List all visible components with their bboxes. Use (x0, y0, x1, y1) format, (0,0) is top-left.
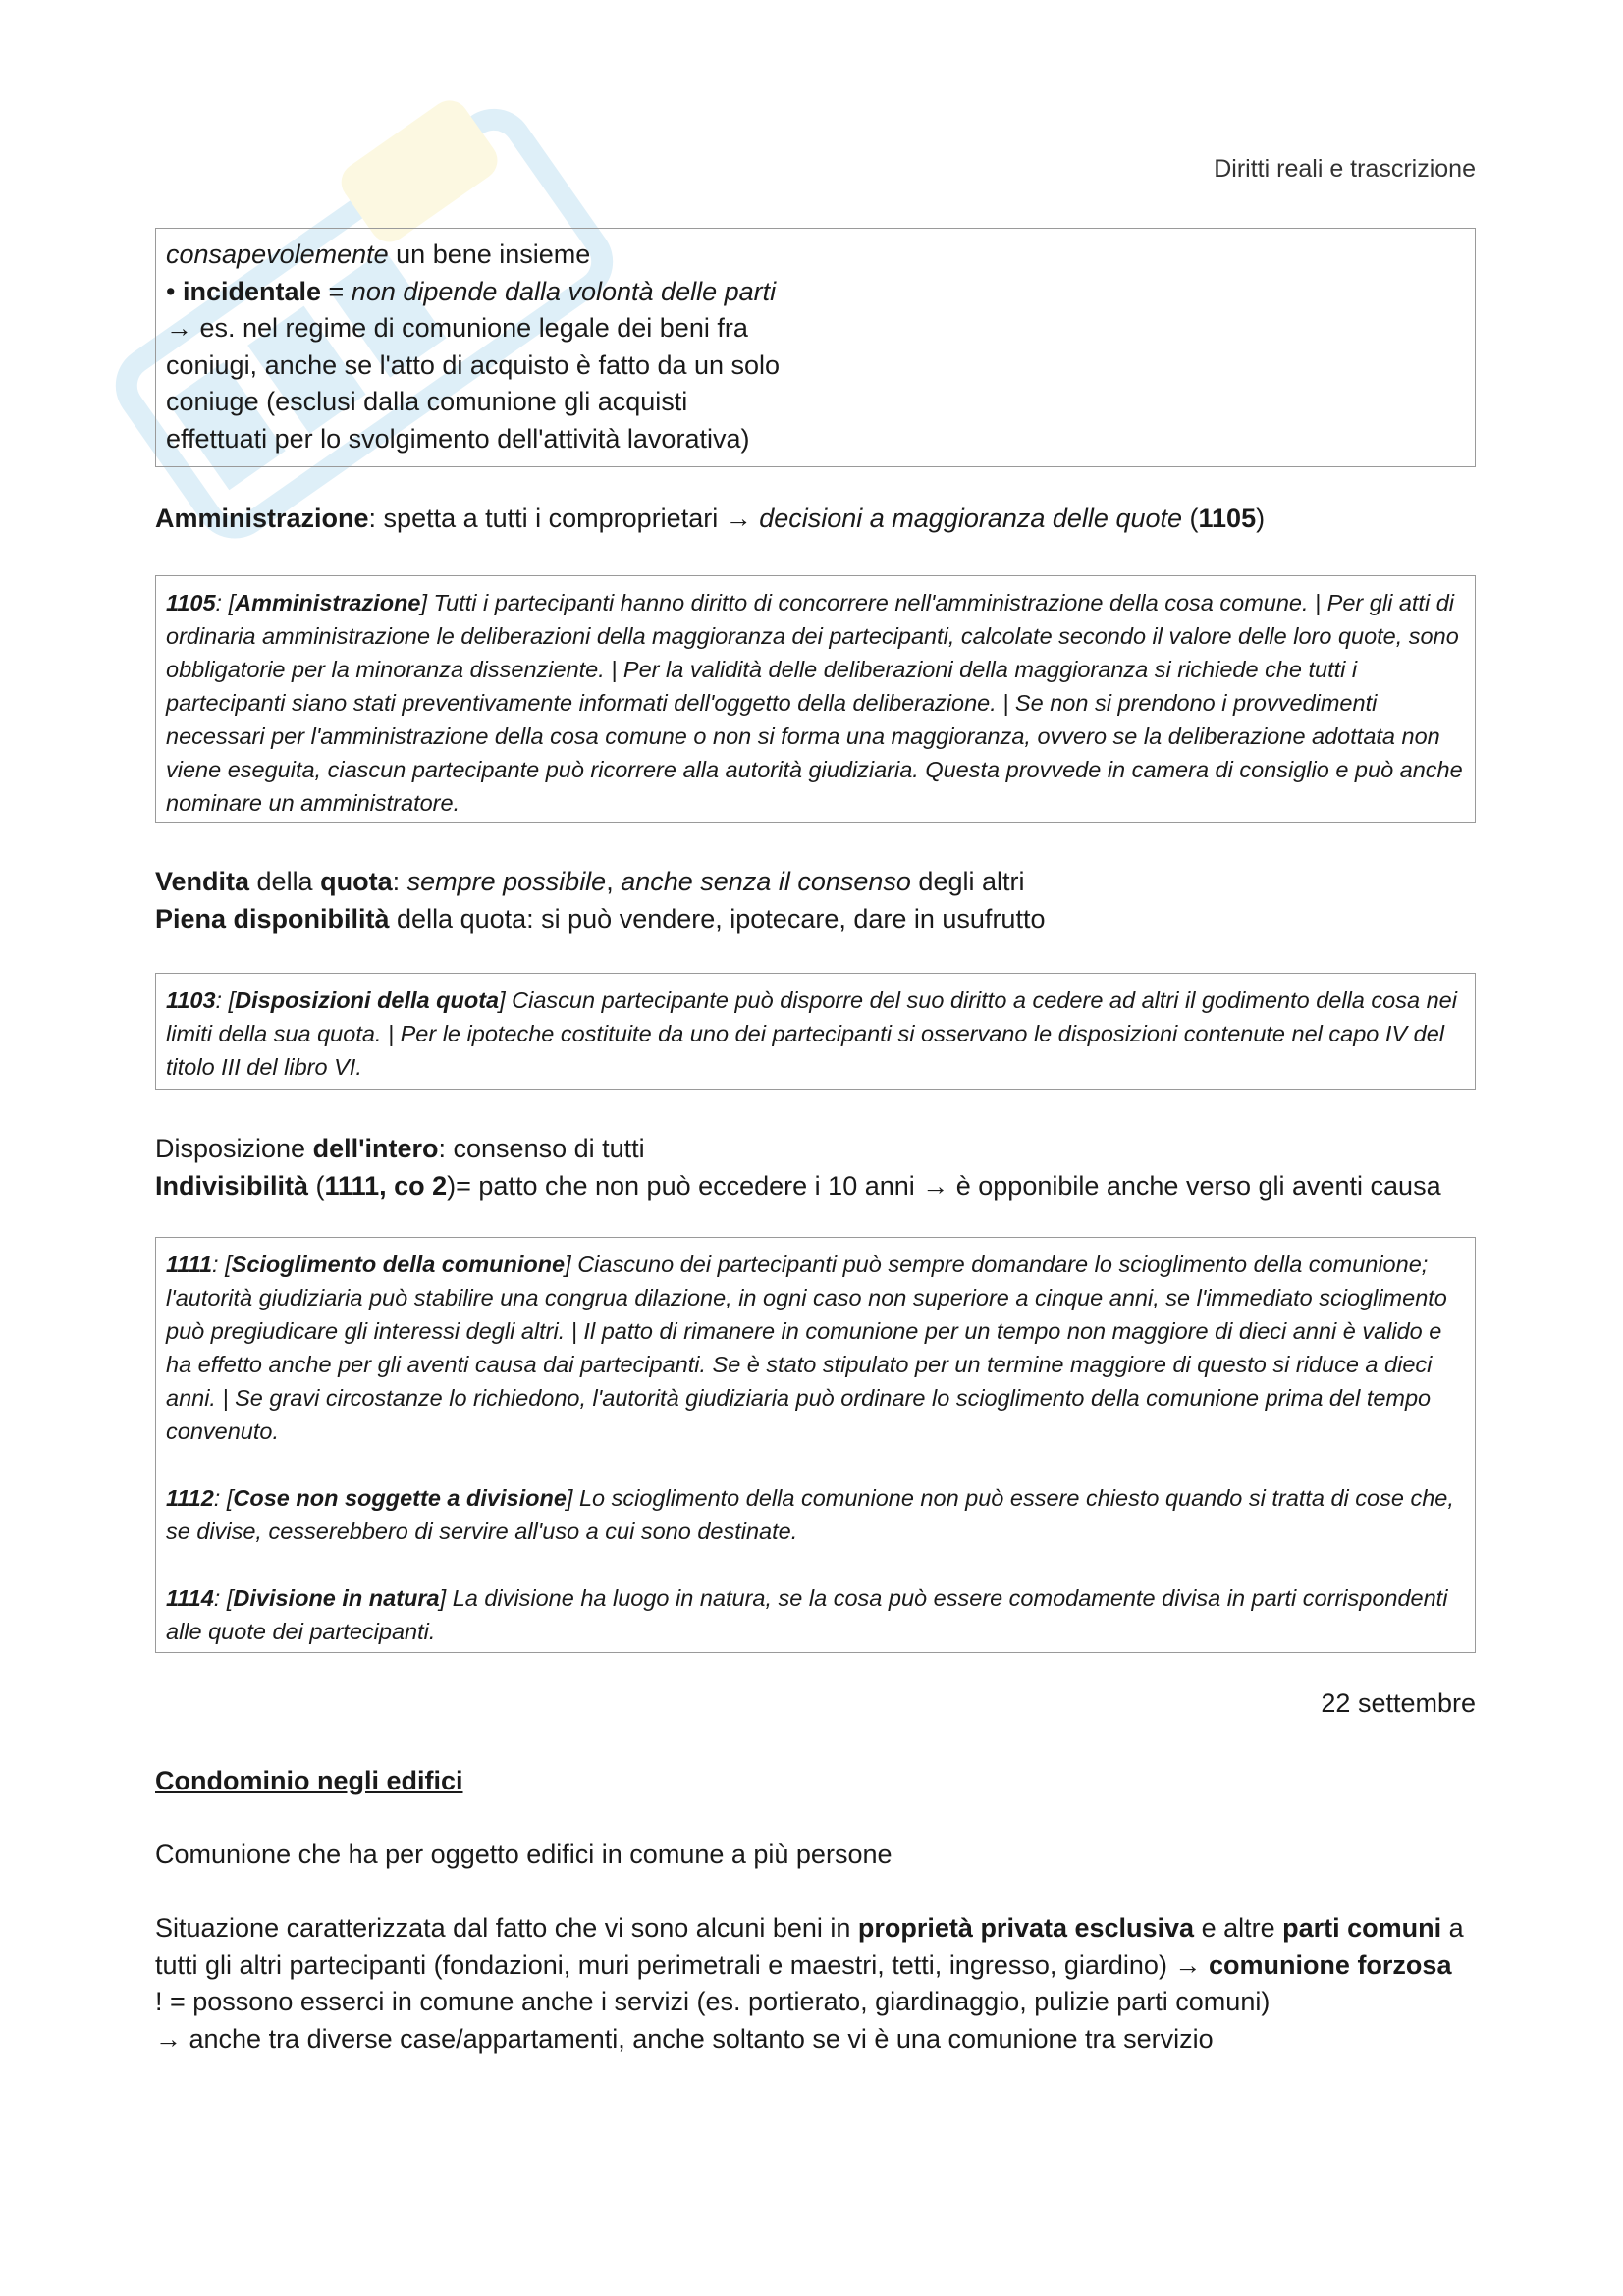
text-line: coniuge (esclusi dalla comunione gli acquisti (166, 387, 688, 416)
condominio-heading (155, 1763, 1476, 1800)
text: : [ (215, 590, 236, 615)
amministrazione-paragraph (155, 501, 1476, 538)
text-line: coniugi, anche se l'atto di acquisto è fatto da un solo (166, 349, 781, 380)
lecture-date: 22 settembre (1321, 1688, 1476, 1718)
text: un bene insieme (388, 240, 591, 269)
section-heading: Condominio negli edifici (155, 1766, 463, 1795)
article-box-1103 (155, 973, 1476, 1090)
article-body: ] Tutti i partecipanti hanno diritto di concorrere nell'amministrazione della cosa comune. | Per gli atti di ordinaria amministrazione le deliberazioni della maggioranza dei partecipanti, calcolate secondo il valore delle loro quote, sono obbligatorie per la minoranza dissenziente. | Per la validità delle deliberazioni della maggioranza si richiede che tutti i partecipanti siano stati preventivamente informati dell'oggetto della deliberazione. | Se non si prendono i provvedimenti necessari per l'amministrazione della cosa comune o non si forma una maggioranza, ovvero se la deliberazione adottata non viene eseguita, ciascun partecipante può ricorrere alla autorità giudiziaria. Questa provvede in camera di consiglio e può anche nominare un amministratore. (166, 590, 1463, 816)
text: ( (1182, 504, 1199, 533)
text: e altre (1194, 1913, 1283, 1943)
text: , (606, 867, 622, 896)
bold-term: incidentale (182, 276, 322, 306)
article-box-1105 (155, 575, 1476, 823)
italic-text: sempre possibile (406, 867, 607, 896)
text: : spetta a tutti i comproprietari → (368, 504, 760, 533)
text: della (249, 867, 321, 896)
condominio-definition: Comunione che ha per oggetto edifici in comune a più persone (155, 1840, 893, 1869)
article-title: Disposizioni della quota (235, 988, 500, 1013)
article-body: ] Ciascun partecipante può disporre del suo diritto a cedere ad altri il godimento della cosa nei limiti della sua quota. | Per le ipoteche costituite da uno dei partecipanti si osservano le disposizioni contenute nel capo IV del titolo III del libro VI. (166, 988, 1457, 1080)
text: : [ (213, 1485, 234, 1511)
text: ( (308, 1170, 325, 1201)
bold-term: comunione forzosa (1208, 1949, 1452, 1980)
text: : [ (212, 1252, 232, 1277)
vendita-paragraph (155, 864, 1476, 937)
bold-term: Piena disponibilità (155, 903, 390, 934)
article-body: ] La divisione ha luogo in natura, se la cosa può essere comodamente divisa in parti corrispondenti alle quote dei partecipanti. (166, 1585, 1448, 1644)
text: : (392, 867, 407, 896)
text: : [ (213, 1585, 234, 1611)
text: )= patto che non può eccedere i 10 anni → è opponibile anche verso gli aventi causa (447, 1170, 1441, 1201)
text-line: effettuati per lo svolgimento dell'attività lavorativa) (166, 423, 750, 454)
page-header: Diritti reali e trascrizione (1214, 155, 1476, 183)
text: a tutti gli altri partecipanti (fondazioni, muri perimetrali e maestri, tetti, ingresso, giardino) → (155, 1913, 1464, 1980)
bold-term: quota (320, 867, 393, 896)
text: : [ (215, 988, 236, 1013)
article-box-1111-1114 (155, 1237, 1476, 1653)
disposizione-paragraph (155, 1131, 1476, 1204)
article-number: 1103 (166, 988, 216, 1013)
article-body: ] Ciascuno dei partecipanti può sempre domandare lo scioglimento della comunione; l'autorità giudiziaria può stabilire una congrua dilazione, in ogni caso non superiore a cinque anni, se l'immediato scioglimento può pregiudicare gli interessi degli altri. | Il patto di rimanere in comunione per un tempo non maggiore di dieci anni è valido e ha effetto anche per gli aventi causa dai partecipanti. Se è stato stipulato per un termine maggiore di questo si riduce a dieci anni. | Se gravi circostanze lo richiedono, l'autorità giudiziaria può ordinare lo scioglimento della comunione prima del tempo convenuto. (166, 1252, 1447, 1444)
article-title: Amministrazione (235, 590, 421, 615)
text: degli altri (910, 867, 1025, 896)
italic-text: consapevolemente (166, 240, 389, 269)
italic-text: decisioni a maggioranza delle quote (759, 504, 1183, 533)
article-number: 1111 (166, 1252, 213, 1277)
text: della quota: si può vendere, ipotecare, dare in usufrutto (389, 903, 1046, 934)
article-title: Divisione in natura (233, 1585, 440, 1611)
article-number: 1112 (166, 1485, 214, 1511)
italic-text: non dipende dalla volontà delle parti (351, 276, 777, 306)
article-title: Cose non soggette a divisione (233, 1485, 567, 1511)
note-box-incidentale (155, 228, 1476, 467)
article-1112 (166, 1481, 1465, 1548)
text: ) (1256, 504, 1266, 533)
condominio-description (155, 1910, 1476, 2057)
article-number: 1105 (166, 590, 216, 615)
article-ref: 1111, co 2 (324, 1170, 448, 1201)
text: : consenso di tutti (438, 1134, 645, 1163)
text-line: → anche tra diverse case/appartamenti, anche soltanto se vi è una comunione tra servizio (155, 2023, 1214, 2054)
bold-term: parti comuni (1282, 1913, 1442, 1943)
text: = (321, 276, 352, 306)
bold-term: Vendita (155, 867, 250, 896)
text-line: ! = possono esserci in comune anche i servizi (es. portierato, giardinaggio, pulizie parti comuni) (155, 1987, 1271, 2016)
italic-text: anche senza il consenso (621, 867, 911, 896)
bold-term: dell'intero (312, 1134, 439, 1163)
bold-term: Amministrazione (155, 504, 369, 533)
text: Disposizione (155, 1134, 313, 1163)
article-number: 1114 (166, 1585, 214, 1611)
text: Situazione caratterizzata dal fatto che vi sono alcuni beni in (155, 1913, 858, 1943)
bullet: • (166, 276, 183, 306)
article-ref: 1105 (1198, 504, 1257, 533)
article-title: Scioglimento della comunione (231, 1252, 566, 1277)
article-1111 (166, 1248, 1465, 1448)
text-line: → es. nel regime di comunione legale dei beni fra (166, 313, 748, 343)
article-body: ] Lo scioglimento della comunione non può essere chiesto quando si tratta di cose che, se divise, cesserebbero di servire all'uso a cui sono destinate. (166, 1485, 1454, 1544)
bold-term: proprietà privata esclusiva (857, 1913, 1195, 1943)
bold-term: Indivisibilità (155, 1170, 309, 1201)
article-1114 (166, 1581, 1465, 1648)
